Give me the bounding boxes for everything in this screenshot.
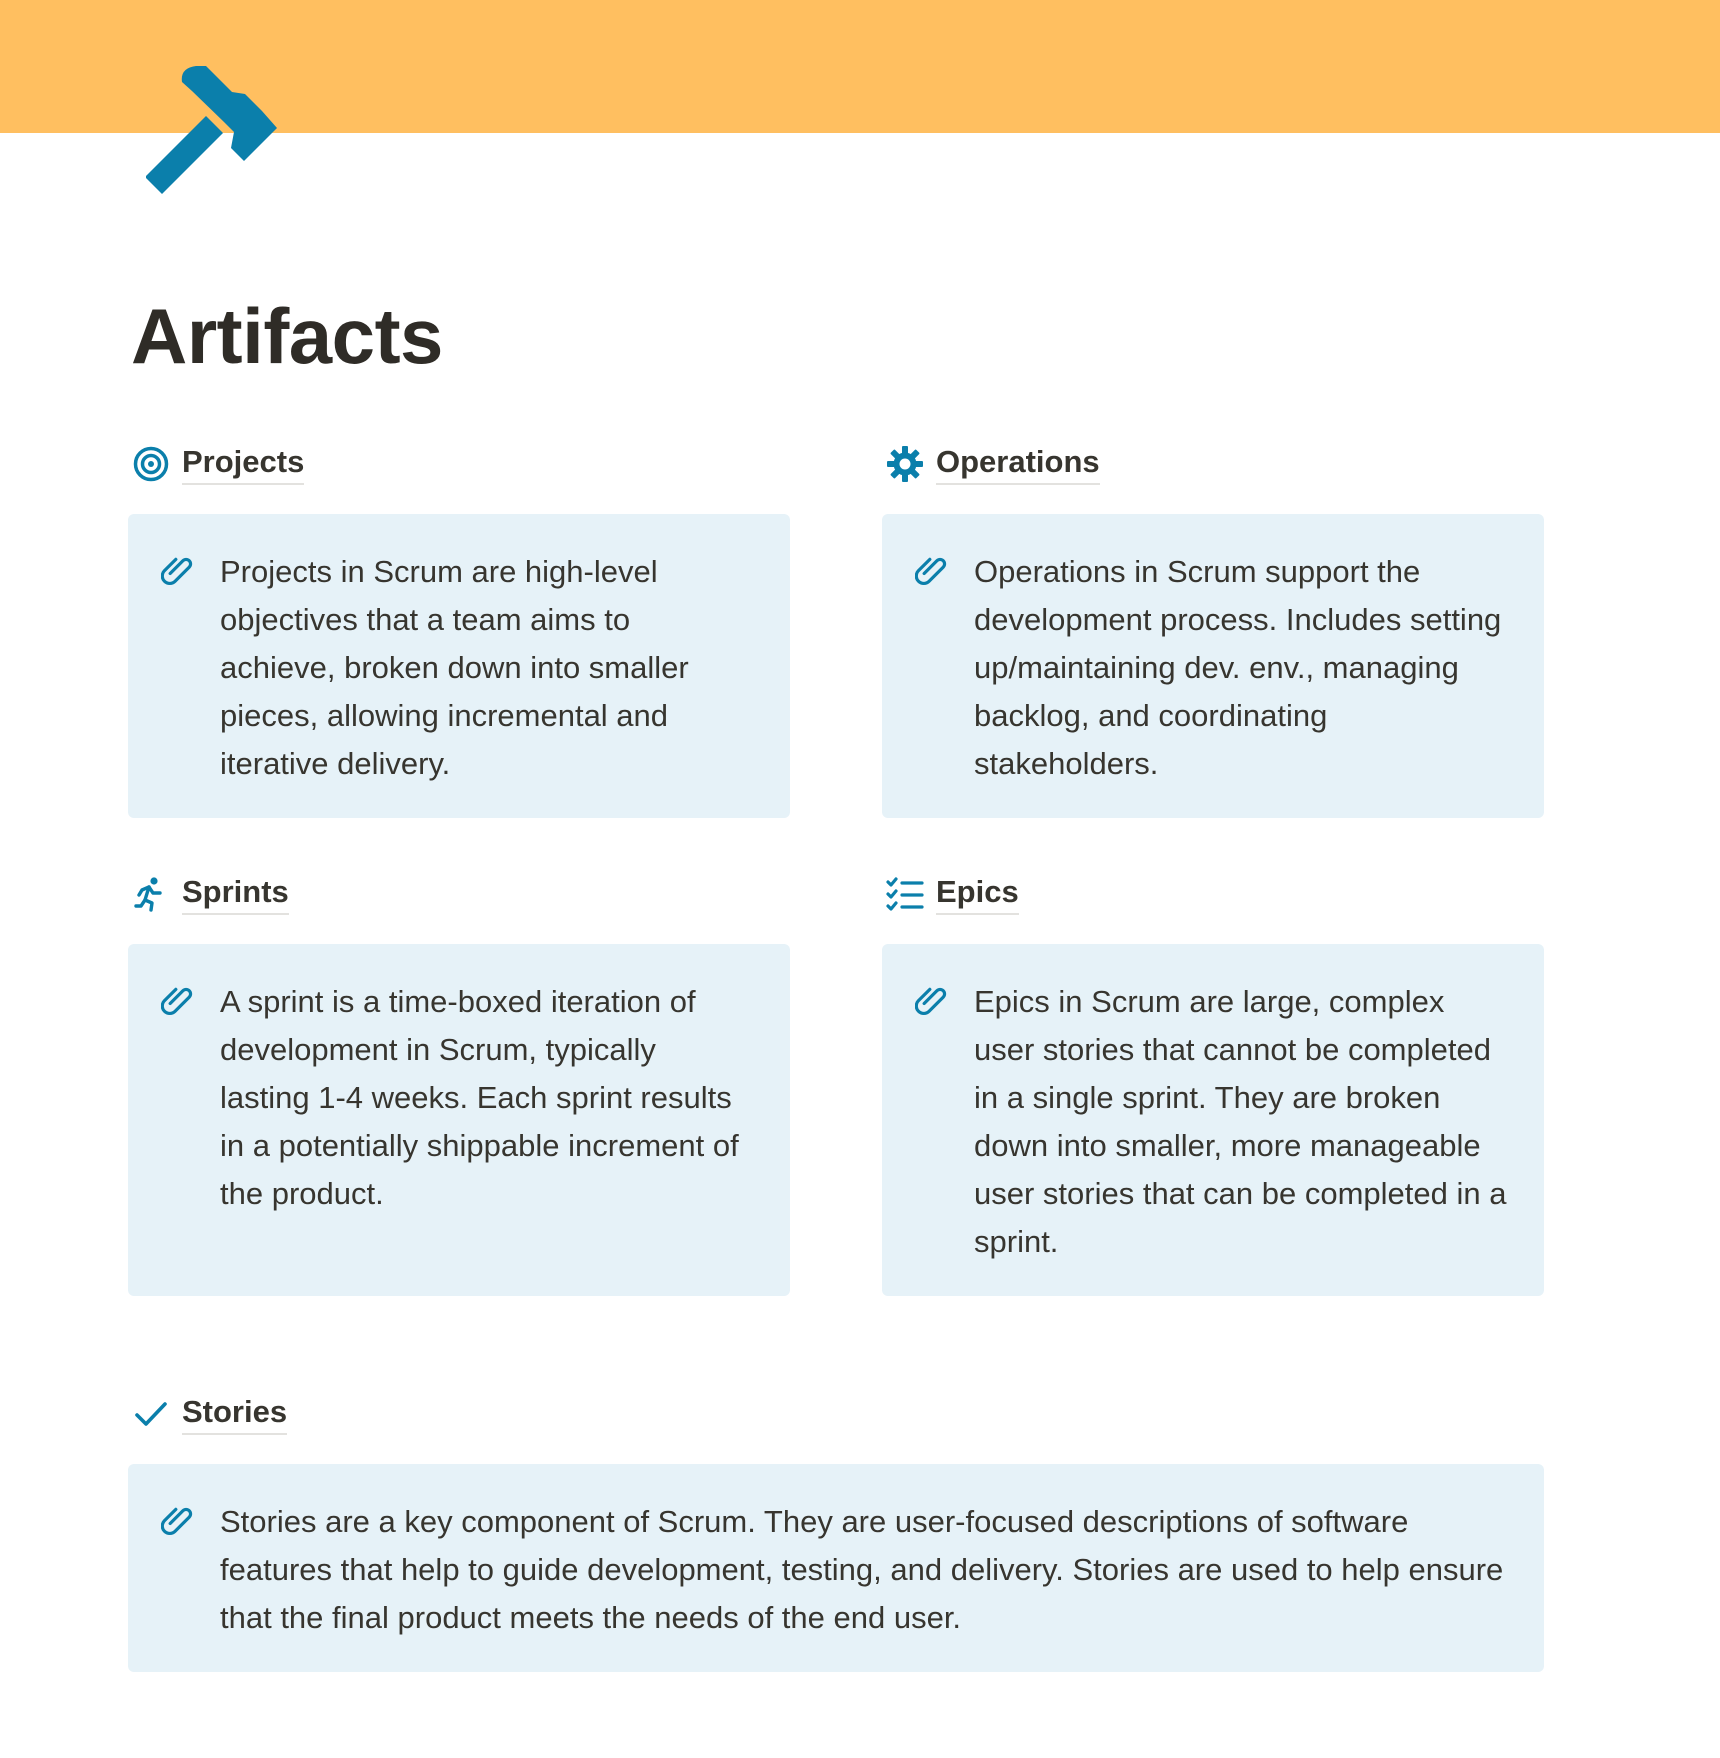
page-title: Artifacts: [131, 292, 443, 380]
operations-description: Operations in Scrum support the development process. Includes setting up/maintaining dev. env., managing backlog, and coordinating stakeholders.: [974, 554, 1502, 781]
paperclip-icon: [161, 553, 199, 591]
paperclip-icon: [161, 983, 199, 1021]
operations-callout: [882, 514, 1544, 818]
projects-callout: [128, 514, 790, 818]
epics-description: Epics in Scrum are large, complex user stories that cannot be completed in a single sprint. They are broken down into smaller, more manageable user stories that can be completed in a sprint.: [974, 984, 1507, 1259]
sprints-description: A sprint is a time-boxed iteration of development in Scrum, typically lasting 1-4 weeks. Each sprint results in a potentially shippable increment of the product.: [220, 984, 739, 1211]
section-epics: [882, 872, 1507, 1259]
target-icon: [132, 445, 170, 483]
hammer-icon[interactable]: [146, 66, 282, 194]
section-header: [128, 442, 304, 486]
section-header: [882, 872, 1019, 916]
paperclip-icon: [915, 983, 953, 1021]
paperclip-icon: [915, 553, 953, 591]
projects-link[interactable]: Projects: [182, 443, 304, 485]
runner-icon: [132, 875, 170, 913]
sprints-callout: [128, 944, 790, 1296]
sprints-link[interactable]: Sprints: [182, 873, 289, 915]
section-header: [882, 442, 1100, 486]
epics-callout: [882, 944, 1544, 1296]
stories-description: Stories are a key component of Scrum. They are user-focused descriptions of software features that help to guide development, testing, and delivery. Stories are used to help ensure that the final product meets the needs of the end user.: [220, 1504, 1504, 1635]
paperclip-icon: [161, 1503, 199, 1541]
stories-link[interactable]: Stories: [182, 1393, 287, 1435]
stories-callout: [128, 1464, 1544, 1672]
checklist-icon: [886, 875, 924, 913]
gear-icon: [886, 445, 924, 483]
section-header: [128, 1392, 287, 1436]
checkmark-icon: [132, 1395, 170, 1433]
section-operations: [882, 442, 1502, 781]
section-stories: [128, 1392, 1504, 1635]
projects-description: Projects in Scrum are high-level objectives that a team aims to achieve, broken down into smaller pieces, allowing incremental and iterative delivery.: [220, 554, 689, 781]
operations-link[interactable]: Operations: [936, 443, 1100, 485]
section-sprints: [128, 872, 739, 1211]
epics-link[interactable]: Epics: [936, 873, 1019, 915]
section-header: [128, 872, 289, 916]
section-projects: [128, 442, 689, 781]
